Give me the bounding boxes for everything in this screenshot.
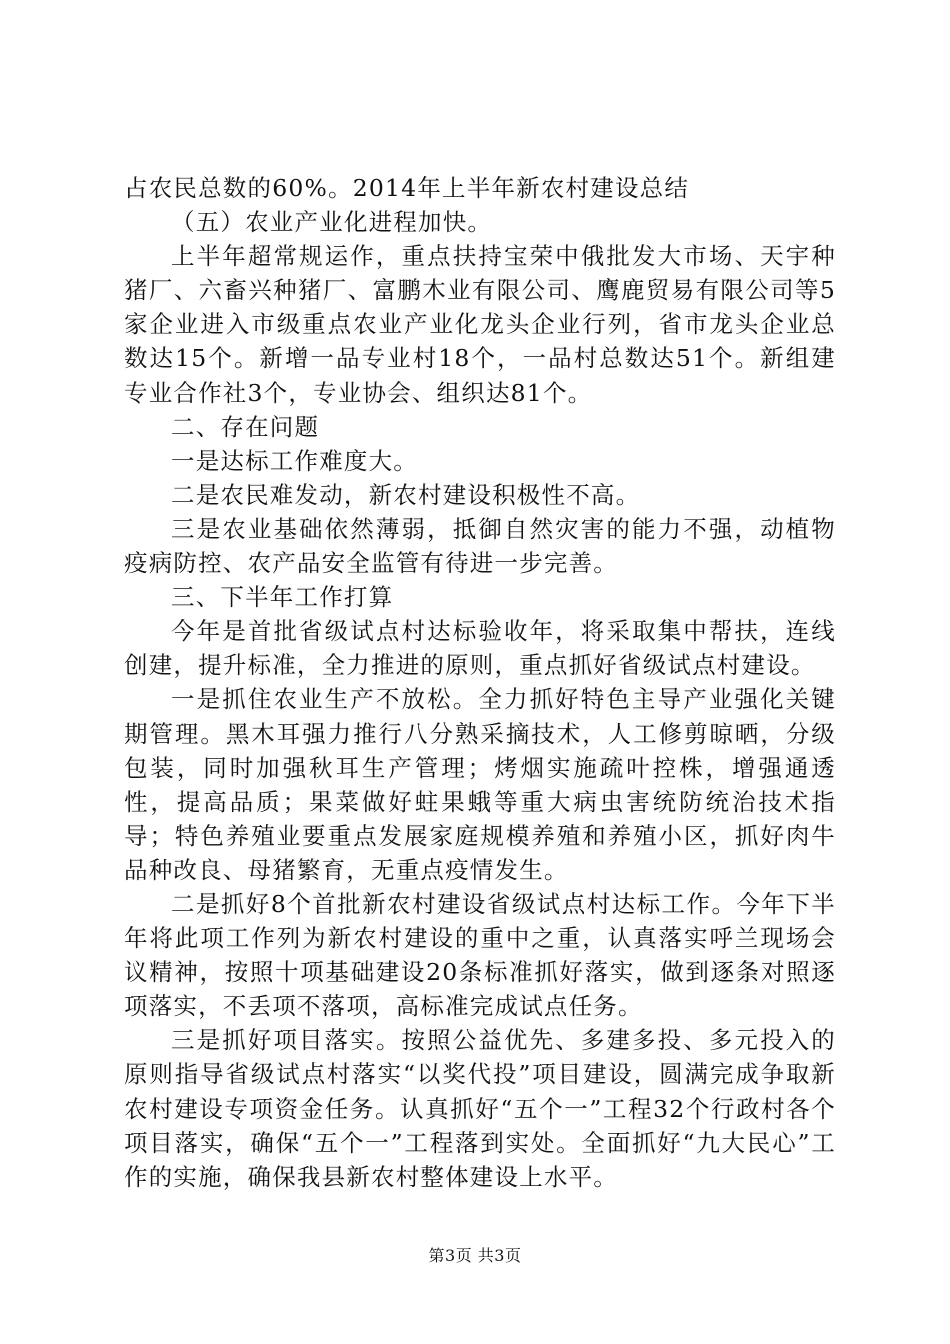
page-number-footer: 第3页 共3页 (428, 1246, 522, 1265)
section-heading-problems: 二、存在问题 (171, 412, 320, 441)
problem-item-1: 一是达标工作难度大。 (171, 446, 418, 475)
section-heading-industrialization: （五）农业产业化进程加快。 (171, 208, 493, 237)
section-heading-plan: 三、下半年工作打算 (171, 583, 394, 612)
problem-item-2: 二是农民难发动，新农村建设积极性不高。 (171, 480, 641, 509)
document-body (124, 171, 836, 1194)
plan-item-3: 三是抓好项目落实。按照公益优先、多建多投、多元投入的原则指导省级试点村落实“以奖代投”项目建设，圆满完成争取新农村建设专项资金任务。认真抓好“五个一”工程32个行政村各个项目落实，确保“五个一”工程落到实处。全面抓好“九大民心”工作的实施，确保我县新农村整体建设上水平。 (124, 1026, 836, 1191)
plan-item-2: 二是抓好8个首批新农村建设省级试点村达标工作。今年下半年将此项工作列为新农村建设的重中之重，认真落实呼兰现场会议精神，按照十项基础建设20条标准抓好落实，做到逐条对照逐项落实，不丢项不落项，高标准完成试点任务。 (124, 889, 836, 1021)
problem-item-3: 三是农业基础依然薄弱，抵御自然灾害的能力不强，动植物疫病防控、农产品安全监管有待进一步完善。 (124, 514, 836, 578)
paragraph-plan-intro: 今年是首批省级试点村达标验收年，将采取集中帮扶，连线创建，提升标准，全力推进的原则，重点抓好省级试点村建设。 (124, 617, 836, 680)
paragraph-industrialization: 上半年超常规运作，重点扶持宝荣中俄批发大市场、天宇种猪厂、六畜兴种猪厂、富鹏木业有限公司、鹰鹿贸易有限公司等5家企业进入市级重点农业产业化龙头企业行列，省市龙头企业总数达15个。新增一品专业村18个，一品村总数达51个。新组建专业合作社3个，专业协会、组织达81个。 (124, 242, 836, 407)
paragraph-continuation: 占农民总数的60%。2014年上半年新农村建设总结 (124, 174, 690, 202)
plan-item-1: 一是抓住农业生产不放松。全力抓好特色主导产业强化关键期管理。黑木耳强力推行八分熟采摘技术，人工修剪晾晒，分级包装，同时加强秋耳生产管理；烤烟实施疏叶控株，增强通透性，提高品质；果菜做好蛀果蛾等重大病虫害统防统治技术指导；特色养殖业要重点发展家庭规模养殖和养殖小区，抓好肉牛品种改良、母猪繁育，无重点疫情发生。 (124, 685, 836, 884)
